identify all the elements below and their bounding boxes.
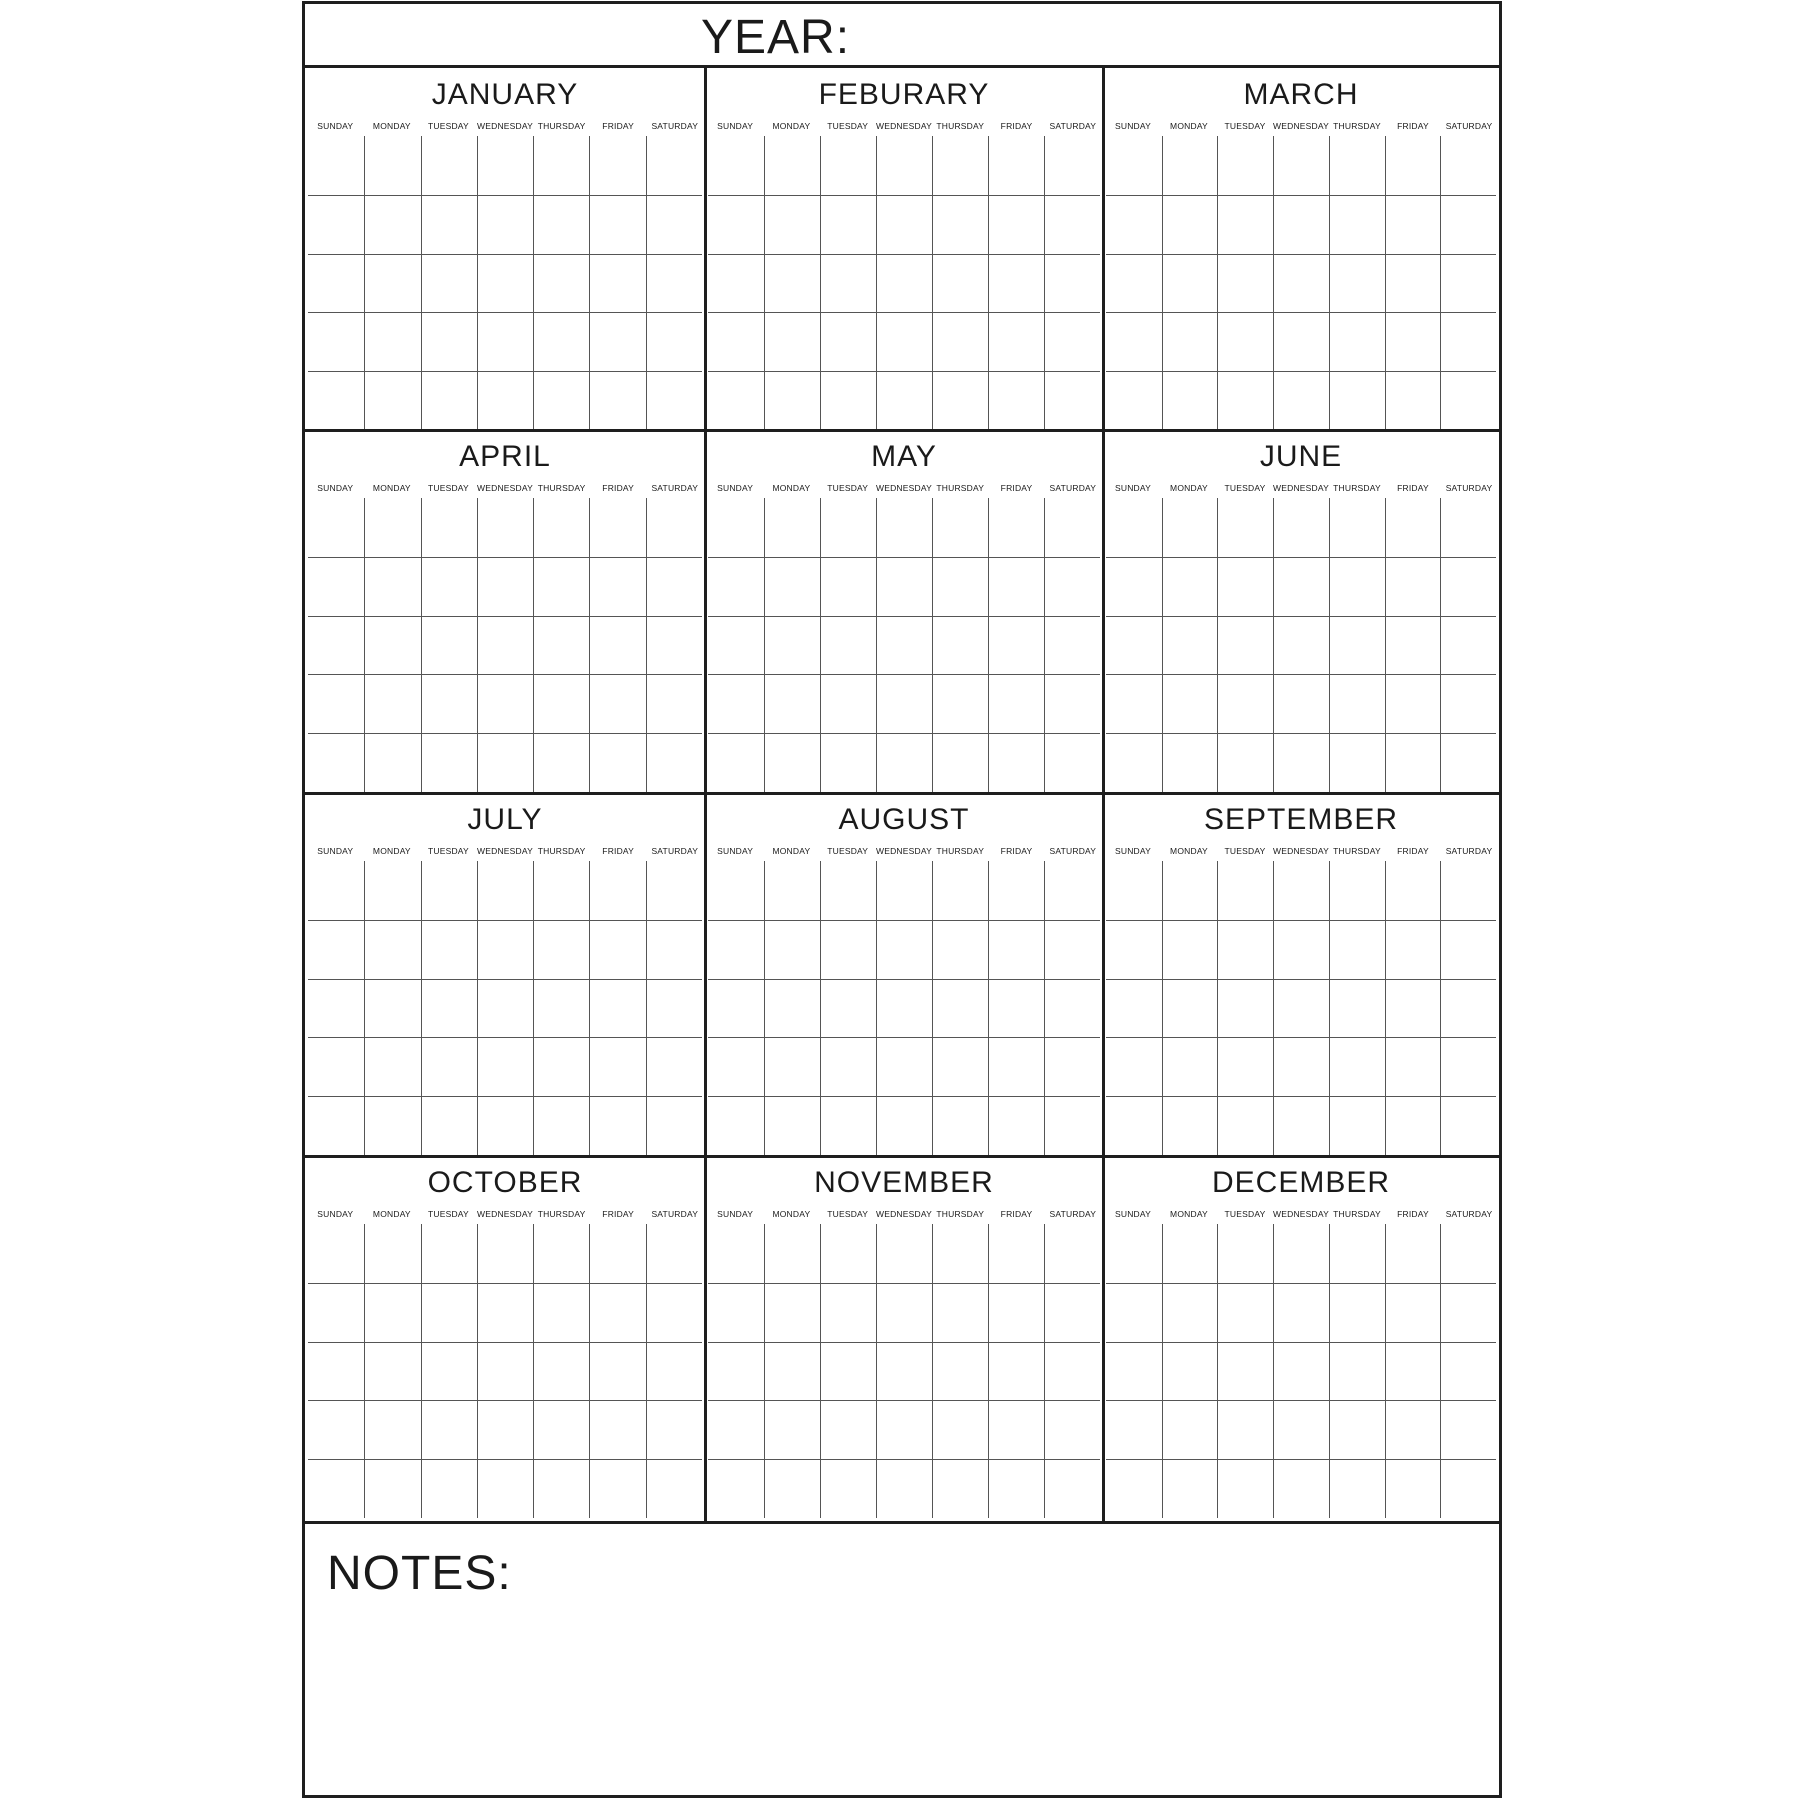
day-divider xyxy=(988,498,989,792)
weekday-label: WEDNESDAY xyxy=(1273,121,1329,131)
weekday-label: MONDAY xyxy=(1170,1209,1208,1219)
day-divider xyxy=(477,498,478,792)
week-divider xyxy=(308,920,702,921)
day-cells-grid[interactable] xyxy=(308,1224,702,1518)
day-divider xyxy=(1329,1224,1330,1518)
month-name: MAY xyxy=(871,440,937,473)
day-divider xyxy=(1440,861,1441,1155)
weekday-label: SATURDAY xyxy=(1049,121,1097,131)
weekday-label: MONDAY xyxy=(372,483,411,493)
week-divider xyxy=(308,371,702,372)
day-divider xyxy=(876,498,877,792)
week-divider xyxy=(708,1096,1100,1097)
weekday-label: TUESDAY xyxy=(427,1209,469,1219)
weekday-label: THURSDAY xyxy=(936,1209,985,1219)
weekday-label: MONDAY xyxy=(772,846,811,856)
weekday-label: THURSDAY xyxy=(537,846,586,856)
day-cells-grid[interactable] xyxy=(308,861,702,1155)
day-divider xyxy=(876,136,877,430)
day-cells-grid[interactable] xyxy=(1106,861,1496,1155)
weekday-label: SUNDAY xyxy=(317,1209,354,1219)
weekday-label: TUESDAY xyxy=(827,1209,869,1219)
weekday-label: WEDNESDAY xyxy=(876,121,932,131)
day-divider xyxy=(1273,498,1274,792)
day-divider xyxy=(646,136,647,430)
month-panel-august xyxy=(705,793,1103,1155)
day-divider xyxy=(932,498,933,792)
weekday-label: FRIDAY xyxy=(1397,483,1429,493)
weekday-label: MONDAY xyxy=(372,846,411,856)
day-divider xyxy=(421,1224,422,1518)
day-divider xyxy=(646,1224,647,1518)
month-row-separator xyxy=(305,792,1499,795)
day-divider xyxy=(1044,498,1045,792)
weekday-label: WEDNESDAY xyxy=(1273,1209,1329,1219)
week-divider xyxy=(1106,195,1496,196)
day-divider xyxy=(820,498,821,792)
day-divider xyxy=(1329,861,1330,1155)
weekday-label: SUNDAY xyxy=(717,121,754,131)
weekday-label: FRIDAY xyxy=(602,846,635,856)
weekday-label: TUESDAY xyxy=(1224,1209,1266,1219)
week-divider xyxy=(308,557,702,558)
month-name: MARCH xyxy=(1243,78,1359,111)
day-cells-grid[interactable] xyxy=(308,498,702,792)
day-divider xyxy=(533,861,534,1155)
month-panel-feburary xyxy=(705,68,1103,430)
day-divider xyxy=(364,861,365,1155)
wall-calendar-board xyxy=(302,1,1502,1798)
weekday-label: TUESDAY xyxy=(827,846,869,856)
week-divider xyxy=(1106,674,1496,675)
day-divider xyxy=(932,136,933,430)
weekday-label: SUNDAY xyxy=(717,1209,754,1219)
weekday-label: SATURDAY xyxy=(1445,121,1493,131)
notes-section xyxy=(305,1521,1499,1798)
weekday-label: WEDNESDAY xyxy=(876,846,932,856)
weekday-header-row xyxy=(307,1208,703,1220)
day-divider xyxy=(876,1224,877,1518)
weekday-label: WEDNESDAY xyxy=(477,483,533,493)
weekday-label: MONDAY xyxy=(772,1209,811,1219)
day-cells-grid[interactable] xyxy=(308,136,702,430)
day-divider xyxy=(364,1224,365,1518)
weekday-label: TUESDAY xyxy=(1224,121,1266,131)
weekday-label: WEDNESDAY xyxy=(1273,483,1329,493)
weekday-header-row xyxy=(707,845,1101,857)
weekday-label: MONDAY xyxy=(1170,846,1208,856)
day-divider xyxy=(820,1224,821,1518)
day-divider xyxy=(477,136,478,430)
month-panel-april xyxy=(305,430,705,792)
day-divider xyxy=(533,1224,534,1518)
weekday-label: THURSDAY xyxy=(1333,846,1381,856)
day-divider xyxy=(988,136,989,430)
day-divider xyxy=(364,136,365,430)
day-divider xyxy=(1385,861,1386,1155)
month-name: AUGUST xyxy=(838,803,970,836)
weekday-label: MONDAY xyxy=(772,121,811,131)
day-divider xyxy=(1273,1224,1274,1518)
weekday-label: FRIDAY xyxy=(602,1209,635,1219)
day-divider xyxy=(988,1224,989,1518)
week-divider xyxy=(1106,1037,1496,1038)
week-divider xyxy=(308,1400,702,1401)
day-divider xyxy=(764,498,765,792)
weekday-label: SATURDAY xyxy=(651,121,699,131)
day-divider xyxy=(876,861,877,1155)
weekday-label: FRIDAY xyxy=(1000,1209,1033,1219)
weekday-label: SUNDAY xyxy=(717,483,754,493)
day-divider xyxy=(1440,1224,1441,1518)
weekday-label: MONDAY xyxy=(372,121,411,131)
day-divider xyxy=(1273,861,1274,1155)
month-name: JUNE xyxy=(1259,440,1343,473)
day-divider xyxy=(589,136,590,430)
weekday-label: THURSDAY xyxy=(1333,483,1381,493)
week-divider xyxy=(708,733,1100,734)
weekday-header-row xyxy=(707,1208,1101,1220)
month-panel-january xyxy=(305,68,705,430)
weekday-label: FRIDAY xyxy=(1000,483,1033,493)
day-divider xyxy=(764,861,765,1155)
weekday-label: THURSDAY xyxy=(537,483,586,493)
week-divider xyxy=(1106,312,1496,313)
weekday-label: SUNDAY xyxy=(1115,846,1151,856)
month-panel-march xyxy=(1103,68,1499,430)
notes-label: NOTES: xyxy=(327,1547,512,1600)
week-divider xyxy=(308,674,702,675)
week-divider xyxy=(308,1037,702,1038)
day-divider xyxy=(646,498,647,792)
weekday-label: WEDNESDAY xyxy=(1273,846,1329,856)
week-divider xyxy=(1106,920,1496,921)
day-divider xyxy=(1217,861,1218,1155)
weekday-header-row xyxy=(1105,1208,1497,1220)
week-divider xyxy=(308,195,702,196)
day-divider xyxy=(421,136,422,430)
weekday-label: THURSDAY xyxy=(936,121,985,131)
weekday-label: WEDNESDAY xyxy=(876,1209,932,1219)
week-divider xyxy=(708,254,1100,255)
day-divider xyxy=(1044,1224,1045,1518)
weekday-label: FRIDAY xyxy=(1397,1209,1429,1219)
weekday-header-row xyxy=(307,120,703,132)
day-divider xyxy=(533,498,534,792)
weekday-label: SUNDAY xyxy=(1115,121,1151,131)
weekday-label: SATURDAY xyxy=(1445,846,1493,856)
week-divider xyxy=(1106,1283,1496,1284)
weekday-label: SUNDAY xyxy=(317,846,354,856)
weekday-label: WEDNESDAY xyxy=(477,1209,533,1219)
weekday-label: SUNDAY xyxy=(1115,1209,1151,1219)
weekday-header-row xyxy=(307,845,703,857)
day-divider xyxy=(820,861,821,1155)
weekday-label: SATURDAY xyxy=(651,483,699,493)
weekday-header-row xyxy=(1105,482,1497,494)
week-divider xyxy=(1106,557,1496,558)
day-divider xyxy=(589,498,590,792)
day-divider xyxy=(1273,136,1274,430)
day-divider xyxy=(820,136,821,430)
weekday-label: WEDNESDAY xyxy=(477,846,533,856)
week-divider xyxy=(1106,1459,1496,1460)
day-divider xyxy=(1162,1224,1163,1518)
weekday-label: TUESDAY xyxy=(427,483,469,493)
weekday-label: TUESDAY xyxy=(827,483,869,493)
year-label: YEAR: xyxy=(701,11,851,64)
month-name: APRIL xyxy=(459,440,551,473)
day-divider xyxy=(1329,498,1330,792)
day-divider xyxy=(477,861,478,1155)
month-name: NOVEMBER xyxy=(814,1166,994,1199)
month-name: FEBURARY xyxy=(818,78,990,111)
week-divider xyxy=(708,674,1100,675)
week-divider xyxy=(708,195,1100,196)
week-divider xyxy=(708,371,1100,372)
weekday-label: TUESDAY xyxy=(827,121,869,131)
months-grid xyxy=(305,68,1499,1524)
week-divider xyxy=(308,312,702,313)
weekday-label: THURSDAY xyxy=(936,483,985,493)
weekday-label: MONDAY xyxy=(372,1209,411,1219)
weekday-label: FRIDAY xyxy=(1000,846,1033,856)
week-divider xyxy=(308,733,702,734)
day-cells-grid[interactable] xyxy=(708,498,1100,792)
day-cells-grid[interactable] xyxy=(708,136,1100,430)
weekday-label: MONDAY xyxy=(1170,483,1208,493)
weekday-header-row xyxy=(707,120,1101,132)
weekday-label: MONDAY xyxy=(772,483,811,493)
weekday-label: SATURDAY xyxy=(651,1209,699,1219)
month-panel-september xyxy=(1103,793,1499,1155)
week-divider xyxy=(1106,1400,1496,1401)
week-divider xyxy=(308,1096,702,1097)
weekday-label: THURSDAY xyxy=(936,846,985,856)
month-name: DECEMBER xyxy=(1211,1166,1391,1199)
day-divider xyxy=(1329,136,1330,430)
week-divider xyxy=(308,979,702,980)
week-divider xyxy=(708,1400,1100,1401)
month-panel-june xyxy=(1103,430,1499,792)
day-divider xyxy=(764,1224,765,1518)
day-divider xyxy=(589,1224,590,1518)
month-panel-october xyxy=(305,1156,705,1518)
weekday-label: TUESDAY xyxy=(1224,846,1266,856)
weekday-header-row xyxy=(1105,845,1497,857)
weekday-label: SATURDAY xyxy=(1049,846,1097,856)
weekday-label: SATURDAY xyxy=(1049,483,1097,493)
weekday-label: THURSDAY xyxy=(537,121,586,131)
day-divider xyxy=(1162,498,1163,792)
week-divider xyxy=(308,616,702,617)
week-divider xyxy=(708,979,1100,980)
day-divider xyxy=(1440,136,1441,430)
day-divider xyxy=(1385,1224,1386,1518)
month-panel-july xyxy=(305,793,705,1155)
weekday-label: THURSDAY xyxy=(537,1209,586,1219)
weekday-label: SATURDAY xyxy=(1445,1209,1493,1219)
weekday-label: SUNDAY xyxy=(317,483,354,493)
month-name: JULY xyxy=(467,803,543,836)
month-name: OCTOBER xyxy=(427,1166,583,1199)
month-panel-december xyxy=(1103,1156,1499,1518)
week-divider xyxy=(308,254,702,255)
day-divider xyxy=(932,861,933,1155)
month-name: SEPTEMBER xyxy=(1203,803,1399,836)
day-divider xyxy=(364,498,365,792)
month-name: JANUARY xyxy=(431,78,579,111)
weekday-label: THURSDAY xyxy=(1333,121,1381,131)
week-divider xyxy=(1106,371,1496,372)
week-divider xyxy=(1106,1342,1496,1343)
day-divider xyxy=(1385,136,1386,430)
day-divider xyxy=(421,498,422,792)
day-divider xyxy=(1044,136,1045,430)
week-divider xyxy=(308,1283,702,1284)
day-divider xyxy=(1162,136,1163,430)
month-row-separator xyxy=(305,429,1499,432)
weekday-label: THURSDAY xyxy=(1333,1209,1381,1219)
weekday-label: WEDNESDAY xyxy=(477,121,533,131)
year-header xyxy=(305,4,1499,68)
day-divider xyxy=(1044,861,1045,1155)
weekday-label: SATURDAY xyxy=(1049,1209,1097,1219)
week-divider xyxy=(1106,979,1496,980)
weekday-label: SATURDAY xyxy=(651,846,699,856)
day-cells-grid[interactable] xyxy=(1106,498,1496,792)
week-divider xyxy=(708,557,1100,558)
week-divider xyxy=(308,1459,702,1460)
weekday-label: SUNDAY xyxy=(1115,483,1151,493)
weekday-header-row xyxy=(707,482,1101,494)
day-divider xyxy=(477,1224,478,1518)
week-divider xyxy=(708,1342,1100,1343)
week-divider xyxy=(1106,254,1496,255)
day-divider xyxy=(932,1224,933,1518)
day-divider xyxy=(1217,136,1218,430)
day-cells-grid[interactable] xyxy=(708,861,1100,1155)
day-divider xyxy=(646,861,647,1155)
day-divider xyxy=(421,861,422,1155)
weekday-label: FRIDAY xyxy=(602,121,635,131)
day-divider xyxy=(764,136,765,430)
weekday-label: FRIDAY xyxy=(1397,846,1429,856)
day-divider xyxy=(1217,1224,1218,1518)
weekday-label: SUNDAY xyxy=(717,846,754,856)
day-divider xyxy=(589,861,590,1155)
day-cells-grid[interactable] xyxy=(1106,1224,1496,1518)
week-divider xyxy=(708,616,1100,617)
weekday-header-row xyxy=(1105,120,1497,132)
day-divider xyxy=(1385,498,1386,792)
day-divider xyxy=(988,861,989,1155)
weekday-label: WEDNESDAY xyxy=(876,483,932,493)
weekday-label: SATURDAY xyxy=(1445,483,1493,493)
month-panel-november xyxy=(705,1156,1103,1518)
day-divider xyxy=(1217,498,1218,792)
week-divider xyxy=(1106,616,1496,617)
weekday-label: FRIDAY xyxy=(1397,121,1429,131)
week-divider xyxy=(708,1037,1100,1038)
weekday-label: MONDAY xyxy=(1170,121,1208,131)
week-divider xyxy=(708,920,1100,921)
month-panel-may xyxy=(705,430,1103,792)
weekday-label: TUESDAY xyxy=(427,121,469,131)
week-divider xyxy=(1106,733,1496,734)
weekday-label: FRIDAY xyxy=(1000,121,1033,131)
week-divider xyxy=(1106,1096,1496,1097)
weekday-label: FRIDAY xyxy=(602,483,635,493)
day-divider xyxy=(1440,498,1441,792)
day-cells-grid[interactable] xyxy=(708,1224,1100,1518)
week-divider xyxy=(708,312,1100,313)
weekday-label: TUESDAY xyxy=(427,846,469,856)
weekday-label: TUESDAY xyxy=(1224,483,1266,493)
day-divider xyxy=(1162,861,1163,1155)
week-divider xyxy=(708,1459,1100,1460)
day-divider xyxy=(533,136,534,430)
weekday-header-row xyxy=(307,482,703,494)
day-cells-grid[interactable] xyxy=(1106,136,1496,430)
week-divider xyxy=(708,1283,1100,1284)
week-divider xyxy=(308,1342,702,1343)
weekday-label: SUNDAY xyxy=(317,121,354,131)
month-row-separator xyxy=(305,1155,1499,1158)
